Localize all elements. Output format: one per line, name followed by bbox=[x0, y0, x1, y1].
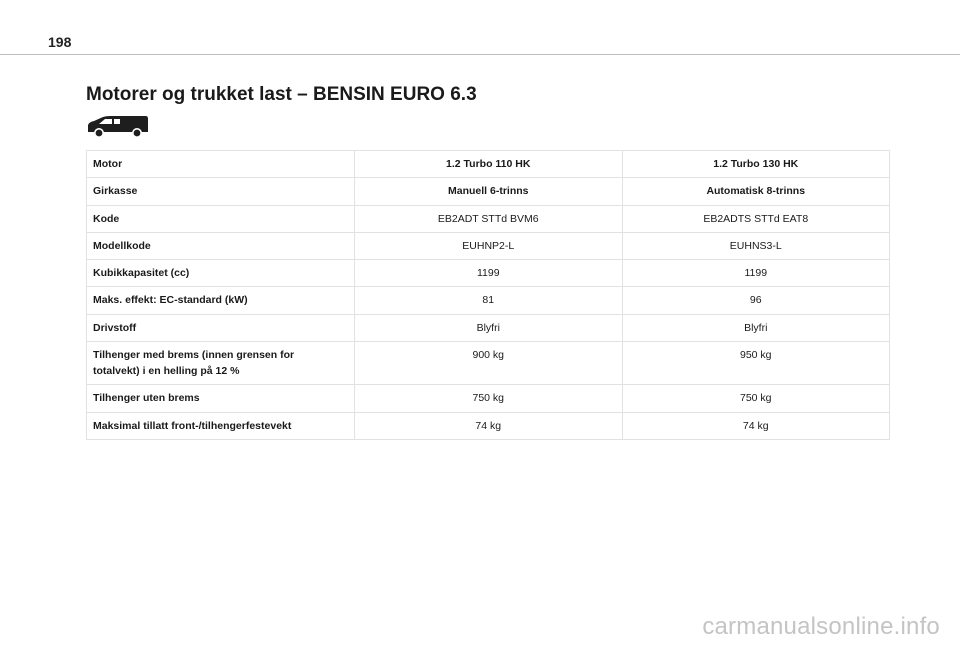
table-row bbox=[87, 205, 890, 232]
row-label: Modellkode bbox=[87, 232, 355, 259]
row-value: 1199 bbox=[622, 260, 890, 287]
row-value: Blyfri bbox=[622, 314, 890, 341]
page-number: 198 bbox=[48, 34, 72, 50]
table-row bbox=[87, 314, 890, 341]
row-value: Automatisk 8-trinns bbox=[622, 178, 890, 205]
table-row bbox=[87, 412, 890, 439]
row-value: 74 kg bbox=[355, 412, 623, 439]
row-label: Girkasse bbox=[87, 178, 355, 205]
row-value: 750 kg bbox=[355, 385, 623, 412]
header-rule bbox=[0, 54, 960, 55]
row-value: Manuell 6-trinns bbox=[355, 178, 623, 205]
row-label: Kode bbox=[87, 205, 355, 232]
row-value: EUHNP2-L bbox=[355, 232, 623, 259]
row-value: EB2ADT STTd BVM6 bbox=[355, 205, 623, 232]
table-row bbox=[87, 341, 890, 385]
row-value: 750 kg bbox=[622, 385, 890, 412]
row-value: 96 bbox=[622, 287, 890, 314]
row-label: Kubikkapasitet (cc) bbox=[87, 260, 355, 287]
engine-spec-table bbox=[86, 150, 890, 440]
row-value: 900 kg bbox=[355, 341, 623, 385]
table-row bbox=[87, 151, 890, 178]
row-value: 1.2 Turbo 130 HK bbox=[622, 151, 890, 178]
table-row bbox=[87, 260, 890, 287]
row-value: 950 kg bbox=[622, 341, 890, 385]
row-label-line: totalvekt) i en helling på 12 % bbox=[93, 365, 240, 378]
row-label: Maksimal tillatt front-/tilhengerfestevekt bbox=[87, 412, 355, 439]
row-value: 1.2 Turbo 110 HK bbox=[355, 151, 623, 178]
table-row bbox=[87, 232, 890, 259]
row-value: EUHNS3-L bbox=[622, 232, 890, 259]
table-row bbox=[87, 178, 890, 205]
row-value: 81 bbox=[355, 287, 623, 314]
row-label: Tilhenger uten brems bbox=[87, 385, 355, 412]
row-label: Drivstoff bbox=[87, 314, 355, 341]
page-title: Motorer og trukket last – BENSIN EURO 6.3 bbox=[86, 84, 477, 105]
row-value: 1199 bbox=[355, 260, 623, 287]
row-label: Maks. effekt: EC-standard (kW) bbox=[87, 287, 355, 314]
watermark: carmanualsonline.info bbox=[702, 613, 940, 640]
row-label-line: Tilhenger med brems (innen grensen for bbox=[93, 348, 295, 361]
row-label bbox=[87, 341, 355, 385]
table-row bbox=[87, 287, 890, 314]
row-value: 74 kg bbox=[622, 412, 890, 439]
table-row bbox=[87, 385, 890, 412]
row-value: Blyfri bbox=[355, 314, 623, 341]
row-label: Motor bbox=[87, 151, 355, 178]
van-icon bbox=[86, 113, 150, 139]
row-value: EB2ADTS STTd EAT8 bbox=[622, 205, 890, 232]
